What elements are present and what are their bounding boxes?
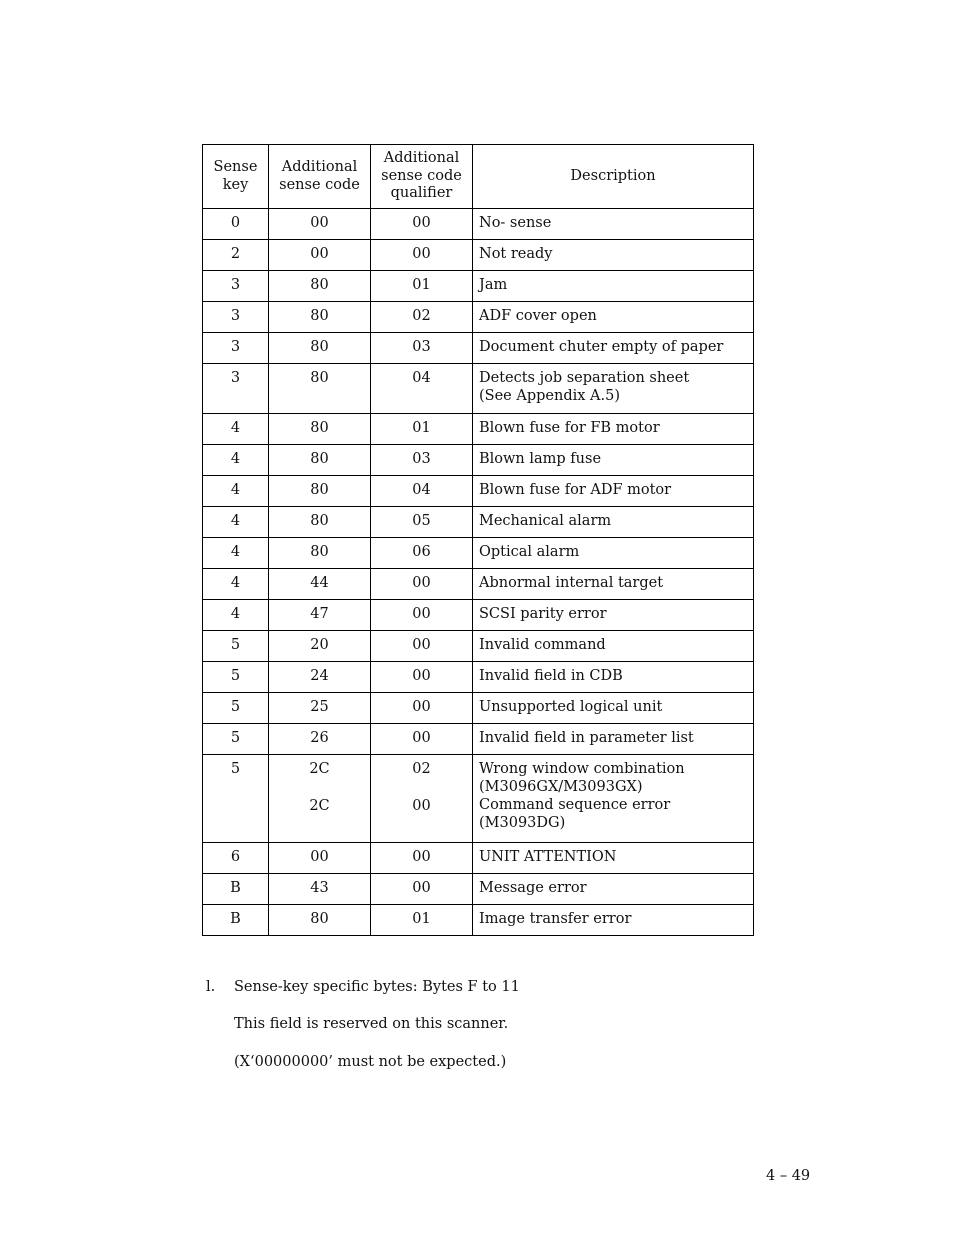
cell-additional-sense-code-qualifier [371, 874, 473, 905]
cell-sense-key: 5 [203, 662, 269, 693]
cell-additional-sense-code-line: 80 [310, 911, 329, 927]
cell-description [473, 507, 754, 538]
cell-sense-key: 3 [203, 302, 269, 333]
cell-description-line: Invalid field in CDB [479, 668, 623, 684]
cell-additional-sense-code-qualifier [371, 476, 473, 507]
cell-sense-key: 4 [203, 476, 269, 507]
cell-additional-sense-code-qualifier-line: 05 [412, 513, 431, 529]
cell-additional-sense-code-qualifier [371, 333, 473, 364]
cell-additional-sense-code-line: 47 [310, 606, 329, 622]
cell-sense-key: 6 [203, 843, 269, 874]
cell-sense-key: 5 [203, 631, 269, 662]
cell-description-line: Blown lamp fuse [479, 451, 602, 467]
cell-additional-sense-code [269, 843, 371, 874]
cell-description [473, 476, 754, 507]
cell-additional-sense-code-line: 80 [310, 544, 329, 560]
footnote-heading: Sense-key specific bytes: Bytes F to 11 [234, 979, 520, 995]
cell-additional-sense-code-qualifier-line: 06 [412, 544, 431, 560]
cell-additional-sense-code-line: 80 [310, 370, 329, 386]
cell-description [473, 445, 754, 476]
table-row [203, 414, 754, 445]
cell-additional-sense-code [269, 905, 371, 936]
cell-additional-sense-code-qualifier-line: 00 [412, 880, 431, 896]
table-row [203, 724, 754, 755]
cell-additional-sense-code [269, 755, 371, 843]
cell-sense-key: 5 [203, 693, 269, 724]
cell-additional-sense-code-qualifier [371, 240, 473, 271]
cell-additional-sense-code-qualifier [371, 600, 473, 631]
cell-description-line: ADF cover open [479, 308, 597, 324]
cell-additional-sense-code-qualifier-line: 00 [412, 849, 431, 865]
cell-sense-key: 4 [203, 445, 269, 476]
cell-sense-key: 2 [203, 240, 269, 271]
table-row [203, 271, 754, 302]
cell-description [473, 538, 754, 569]
cell-additional-sense-code-line: 80 [310, 339, 329, 355]
cell-description-line: Jam [479, 277, 508, 293]
cell-description [473, 414, 754, 445]
cell-description-line: Optical alarm [479, 544, 580, 560]
cell-sense-key: 3 [203, 333, 269, 364]
table-body [203, 209, 754, 936]
cell-description-line: Unsupported logical unit [479, 699, 663, 715]
table-row [203, 662, 754, 693]
cell-additional-sense-code [269, 631, 371, 662]
table-row [203, 302, 754, 333]
header-description: Description [473, 145, 754, 209]
cell-description [473, 302, 754, 333]
cell-description [473, 693, 754, 724]
cell-sense-key: 0 [203, 209, 269, 240]
cell-additional-sense-code [269, 364, 371, 414]
table-row [203, 905, 754, 936]
cell-additional-sense-code-qualifier [371, 724, 473, 755]
table-row [203, 240, 754, 271]
cell-additional-sense-code [269, 302, 371, 333]
cell-additional-sense-code-qualifier [371, 662, 473, 693]
cell-additional-sense-code [269, 333, 371, 364]
cell-additional-sense-code-qualifier [371, 271, 473, 302]
table-row [203, 538, 754, 569]
sense-code-table [202, 144, 754, 936]
cell-description-line: Wrong window combination [479, 761, 685, 777]
cell-description [473, 662, 754, 693]
cell-description [473, 631, 754, 662]
cell-additional-sense-code-qualifier-line: 00 [412, 798, 431, 814]
cell-additional-sense-code-line: 00 [310, 215, 329, 231]
header-additional-sense-code-qualifier: Additional sense code qualifier [371, 145, 473, 209]
cell-description [473, 271, 754, 302]
header-additional-sense-code: Additional sense code [269, 145, 371, 209]
cell-additional-sense-code-line: 80 [310, 451, 329, 467]
cell-additional-sense-code-line: 80 [310, 482, 329, 498]
cell-additional-sense-code-qualifier-line: 00 [412, 668, 431, 684]
cell-description-line: UNIT ATTENTION [479, 849, 617, 865]
cell-additional-sense-code [269, 445, 371, 476]
cell-additional-sense-code-qualifier-line: 00 [412, 246, 431, 262]
table-row [203, 600, 754, 631]
cell-additional-sense-code [269, 538, 371, 569]
cell-description-line: No- sense [479, 215, 552, 231]
cell-additional-sense-code-qualifier [371, 414, 473, 445]
cell-additional-sense-code [269, 569, 371, 600]
cell-description [473, 569, 754, 600]
cell-additional-sense-code [269, 476, 371, 507]
table-row [203, 843, 754, 874]
page-number: 4 – 49 [766, 1168, 811, 1184]
cell-additional-sense-code-qualifier [371, 209, 473, 240]
cell-description-line: Message error [479, 880, 587, 896]
cell-additional-sense-code-qualifier [371, 364, 473, 414]
cell-description-line: (See Appendix A.5) [479, 388, 620, 404]
cell-description-line: Invalid command [479, 637, 606, 653]
cell-description-line: (M3096GX/M3093GX) [479, 779, 643, 795]
cell-additional-sense-code [269, 874, 371, 905]
cell-additional-sense-code [269, 414, 371, 445]
cell-additional-sense-code-qualifier-line: 00 [412, 637, 431, 653]
cell-additional-sense-code [269, 271, 371, 302]
cell-sense-key: 4 [203, 569, 269, 600]
cell-sense-key: 4 [203, 507, 269, 538]
cell-additional-sense-code-line: 00 [310, 246, 329, 262]
cell-description-line: Blown fuse for FB motor [479, 420, 660, 436]
cell-additional-sense-code-qualifier-line: 02 [412, 761, 431, 777]
cell-additional-sense-code-qualifier [371, 507, 473, 538]
table-row [203, 209, 754, 240]
cell-description [473, 755, 754, 843]
cell-additional-sense-code-qualifier-line: 04 [412, 482, 431, 498]
cell-additional-sense-code [269, 507, 371, 538]
cell-additional-sense-code-line: 24 [310, 668, 329, 684]
cell-description-line: Abnormal internal target [479, 575, 664, 591]
footnote-paragraph-2: (X‘00000000’ must not be expected.) [234, 1054, 507, 1070]
cell-description-line: SCSI parity error [479, 606, 607, 622]
cell-additional-sense-code-qualifier-line: 01 [412, 277, 431, 293]
cell-sense-key: 5 [203, 755, 269, 843]
cell-description-line: Not ready [479, 246, 553, 262]
cell-additional-sense-code-line: 80 [310, 308, 329, 324]
cell-additional-sense-code-line: 80 [310, 277, 329, 293]
cell-additional-sense-code-line: 2C [309, 798, 330, 814]
cell-additional-sense-code-qualifier-line: 03 [412, 451, 431, 467]
footnote-paragraph-1: This field is reserved on this scanner. [234, 1016, 509, 1032]
cell-sense-key: 4 [203, 538, 269, 569]
cell-sense-key: B [203, 874, 269, 905]
cell-additional-sense-code [269, 240, 371, 271]
table-row [203, 693, 754, 724]
table-row [203, 333, 754, 364]
header-sense-key: Sense key [203, 145, 269, 209]
cell-additional-sense-code-line: 44 [310, 575, 329, 591]
cell-additional-sense-code-qualifier [371, 905, 473, 936]
cell-description [473, 843, 754, 874]
cell-additional-sense-code [269, 600, 371, 631]
cell-additional-sense-code-qualifier-line: 00 [412, 215, 431, 231]
cell-additional-sense-code [269, 724, 371, 755]
cell-additional-sense-code-qualifier [371, 569, 473, 600]
cell-description-line: Detects job separation sheet [479, 370, 690, 386]
cell-additional-sense-code [269, 662, 371, 693]
cell-additional-sense-code-line: 00 [310, 849, 329, 865]
cell-additional-sense-code-qualifier [371, 843, 473, 874]
cell-description [473, 724, 754, 755]
cell-additional-sense-code-line: 80 [310, 420, 329, 436]
cell-additional-sense-code-qualifier-line: 00 [412, 699, 431, 715]
cell-additional-sense-code-qualifier-line: 04 [412, 370, 431, 386]
cell-additional-sense-code [269, 209, 371, 240]
cell-additional-sense-code-qualifier [371, 538, 473, 569]
cell-additional-sense-code-line: 43 [310, 880, 329, 896]
cell-description-line: Mechanical alarm [479, 513, 612, 529]
cell-description [473, 905, 754, 936]
cell-description-line: Blown fuse for ADF motor [479, 482, 672, 498]
cell-description-line: Document chuter empty of paper [479, 339, 724, 355]
cell-description [473, 333, 754, 364]
cell-additional-sense-code-qualifier [371, 631, 473, 662]
table-row [203, 507, 754, 538]
cell-description-line: Image transfer error [479, 911, 632, 927]
cell-description-line: Command sequence error [479, 797, 671, 813]
table-row [203, 569, 754, 600]
cell-sense-key: 4 [203, 600, 269, 631]
footnote-number: l. [206, 979, 216, 995]
cell-additional-sense-code-line: 26 [310, 730, 329, 746]
cell-additional-sense-code-qualifier-line: 00 [412, 606, 431, 622]
cell-additional-sense-code-qualifier-line: 01 [412, 420, 431, 436]
cell-additional-sense-code-line: 25 [310, 699, 329, 715]
table-row [203, 755, 754, 843]
cell-additional-sense-code [269, 693, 371, 724]
table-row [203, 364, 754, 414]
cell-additional-sense-code-qualifier-line: 03 [412, 339, 431, 355]
cell-sense-key: 3 [203, 271, 269, 302]
cell-description [473, 600, 754, 631]
cell-description [473, 874, 754, 905]
cell-sense-key: 5 [203, 724, 269, 755]
cell-description-line: (M3093DG) [479, 815, 566, 831]
cell-sense-key: 3 [203, 364, 269, 414]
cell-description [473, 209, 754, 240]
cell-description-line: Invalid field in parameter list [479, 730, 694, 746]
table-header-row [203, 145, 754, 209]
cell-additional-sense-code-qualifier [371, 755, 473, 843]
cell-description [473, 364, 754, 414]
cell-additional-sense-code-qualifier-line: 00 [412, 730, 431, 746]
table-row [203, 874, 754, 905]
table-row [203, 476, 754, 507]
table-row [203, 445, 754, 476]
cell-additional-sense-code-qualifier [371, 445, 473, 476]
table-row [203, 631, 754, 662]
cell-additional-sense-code-qualifier-line: 00 [412, 575, 431, 591]
cell-additional-sense-code-line: 80 [310, 513, 329, 529]
cell-additional-sense-code-qualifier-line: 01 [412, 911, 431, 927]
cell-sense-key: 4 [203, 414, 269, 445]
cell-additional-sense-code-qualifier [371, 302, 473, 333]
cell-additional-sense-code-line: 20 [310, 637, 329, 653]
cell-sense-key: B [203, 905, 269, 936]
cell-additional-sense-code-line: 2C [309, 761, 330, 777]
cell-additional-sense-code-qualifier-line: 02 [412, 308, 431, 324]
cell-additional-sense-code-qualifier [371, 693, 473, 724]
cell-description [473, 240, 754, 271]
